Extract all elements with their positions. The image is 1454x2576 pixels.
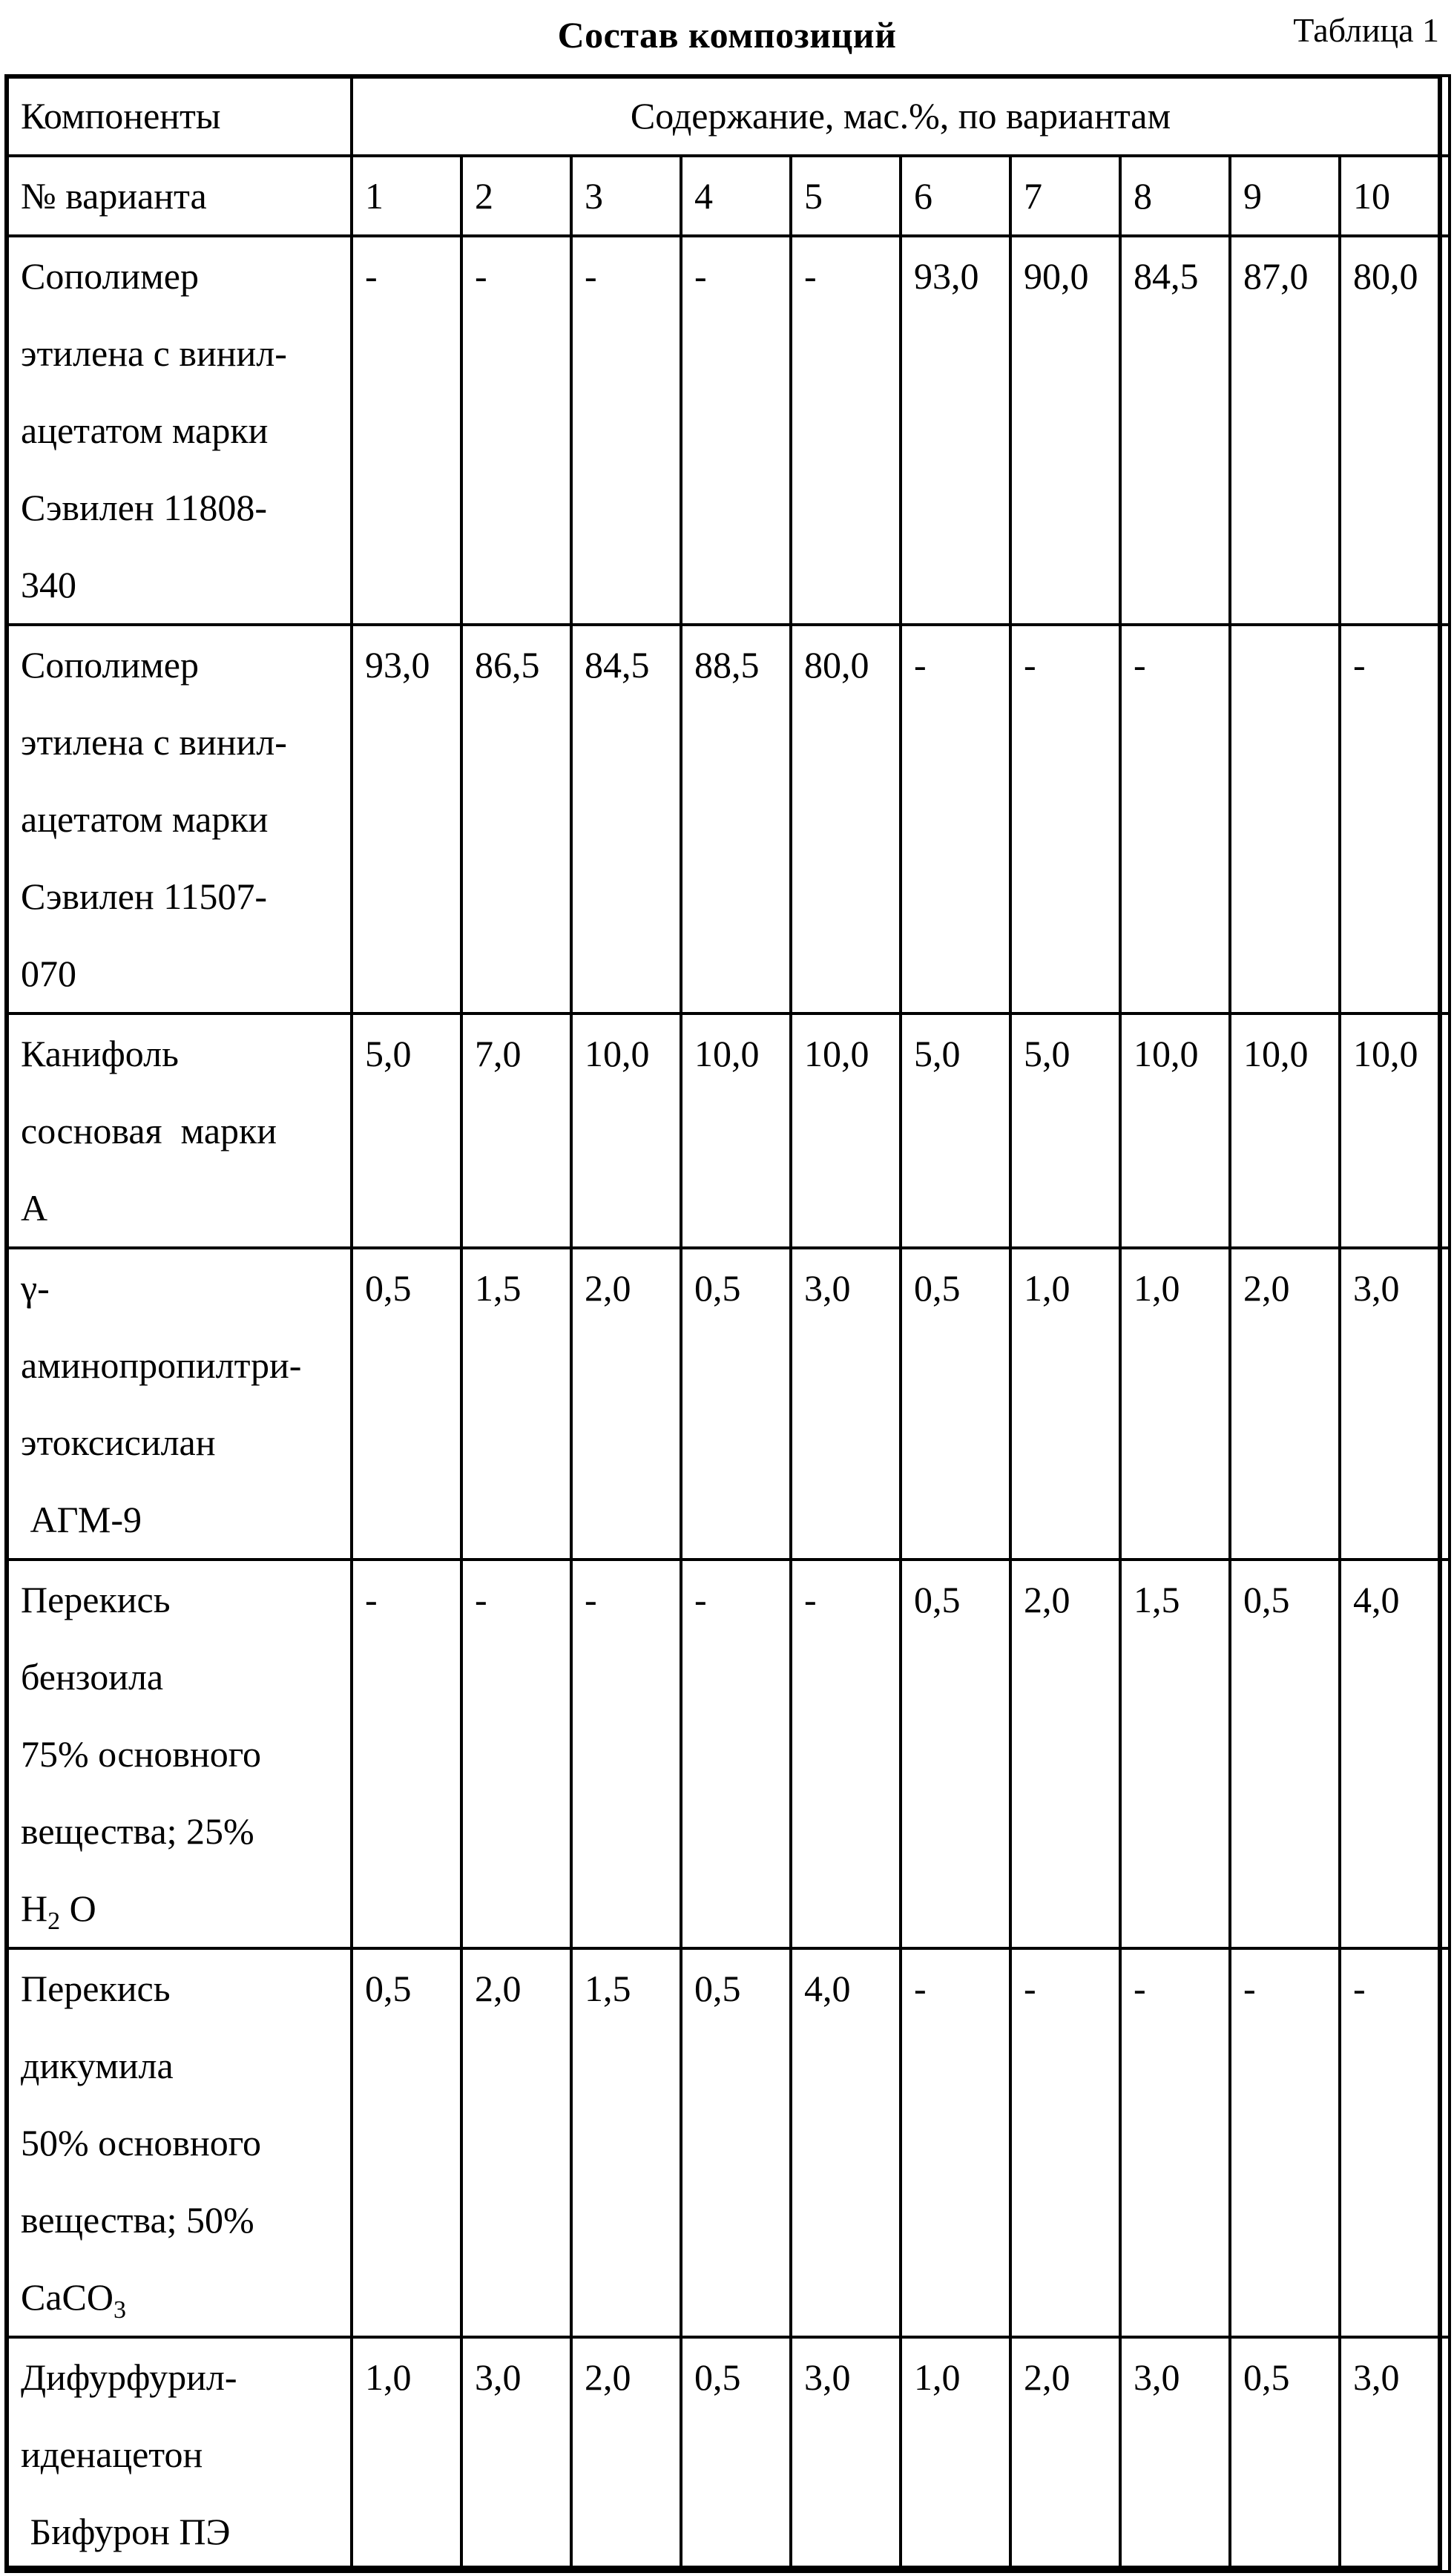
value-cell: 10,0 bbox=[571, 1013, 681, 1248]
composition-table bbox=[4, 74, 1451, 2573]
value-cell: - bbox=[461, 236, 571, 625]
value-cell: 0,5 bbox=[352, 1948, 461, 2337]
value-cell: - bbox=[1010, 625, 1120, 1013]
value-cell bbox=[1230, 625, 1340, 1013]
value-cell: 5,0 bbox=[901, 1013, 1010, 1248]
component-name-cell bbox=[6, 236, 352, 625]
variant-number-cell: 10 bbox=[1340, 156, 1450, 236]
value-cell: 1,0 bbox=[1010, 1248, 1120, 1560]
value-cell: - bbox=[461, 1560, 571, 1948]
value-cell: 3,0 bbox=[1120, 2337, 1230, 2572]
chemical-formula bbox=[21, 2258, 350, 2336]
variant-number-cell: 2 bbox=[461, 156, 571, 236]
variant-label: № варианта bbox=[6, 156, 352, 236]
value-cell: 2,0 bbox=[1010, 1560, 1120, 1948]
variant-number-cell: 4 bbox=[681, 156, 791, 236]
component-row bbox=[6, 625, 1450, 1013]
value-cell: 5,0 bbox=[1010, 1013, 1120, 1248]
component-name-line: ацетатом марки bbox=[21, 781, 350, 858]
value-cell: 3,0 bbox=[1340, 2337, 1450, 2572]
component-name-line: Перекись bbox=[21, 1561, 350, 1638]
value-cell: 84,5 bbox=[571, 625, 681, 1013]
component-row bbox=[6, 1948, 1450, 2337]
value-cell: 2,0 bbox=[571, 2337, 681, 2572]
component-name-line: Перекись bbox=[21, 1950, 350, 2027]
variant-number-cell: 1 bbox=[352, 156, 461, 236]
value-cell: 0,5 bbox=[1230, 1560, 1340, 1948]
value-cell: - bbox=[1120, 1948, 1230, 2337]
composition-table-wrapper bbox=[4, 74, 1451, 2573]
component-row bbox=[6, 1560, 1450, 1948]
component-name-line: 50% основного bbox=[21, 2104, 350, 2181]
value-cell: - bbox=[901, 625, 1010, 1013]
value-cell: 80,0 bbox=[1340, 236, 1450, 625]
value-cell: 90,0 bbox=[1010, 236, 1120, 625]
value-cell: 1,0 bbox=[901, 2337, 1010, 2572]
value-cell: - bbox=[1230, 1948, 1340, 2337]
value-cell: - bbox=[1340, 1948, 1450, 2337]
value-cell: 0,5 bbox=[901, 1248, 1010, 1560]
table-body bbox=[6, 76, 1450, 2572]
value-cell: 1,0 bbox=[352, 2337, 461, 2572]
component-name-line: этилена с винил- bbox=[21, 703, 350, 781]
value-cell: - bbox=[571, 236, 681, 625]
component-name-line: Сэвилен 11808- bbox=[21, 469, 350, 546]
value-cell: 86,5 bbox=[461, 625, 571, 1013]
value-cell: 87,0 bbox=[1230, 236, 1340, 625]
value-cell: 5,0 bbox=[352, 1013, 461, 1248]
component-name-line: Дифурфурил- bbox=[21, 2339, 350, 2416]
component-name-cell bbox=[6, 625, 352, 1013]
formula-base: CaCO bbox=[21, 2276, 114, 2318]
value-cell: 2,0 bbox=[571, 1248, 681, 1560]
value-cell: 3,0 bbox=[791, 1248, 901, 1560]
component-name-line: аминопропилтри- bbox=[21, 1327, 350, 1404]
value-cell: 0,5 bbox=[352, 1248, 461, 1560]
value-cell: 7,0 bbox=[461, 1013, 571, 1248]
value-cell: 93,0 bbox=[352, 625, 461, 1013]
component-name-line: γ- bbox=[21, 1249, 350, 1327]
value-cell: 1,5 bbox=[571, 1948, 681, 2337]
value-cell: - bbox=[1120, 625, 1230, 1013]
value-cell: 80,0 bbox=[791, 625, 901, 1013]
component-row bbox=[6, 1013, 1450, 1248]
value-cell: 93,0 bbox=[901, 236, 1010, 625]
value-cell: - bbox=[352, 1560, 461, 1948]
value-cell: - bbox=[571, 1560, 681, 1948]
component-name-line: Сополимер bbox=[21, 626, 350, 703]
value-cell: - bbox=[681, 236, 791, 625]
value-cell: 1,5 bbox=[461, 1248, 571, 1560]
component-name-line: вещества; 25% bbox=[21, 1793, 350, 1870]
component-name-line: 75% основного bbox=[21, 1715, 350, 1793]
value-cell: 1,5 bbox=[1120, 1560, 1230, 1948]
variant-number-cell: 7 bbox=[1010, 156, 1120, 236]
value-cell: - bbox=[901, 1948, 1010, 2337]
component-name-cell bbox=[6, 2337, 352, 2572]
formula-subscript: 3 bbox=[114, 2296, 126, 2324]
value-cell: - bbox=[1010, 1948, 1120, 2337]
component-row bbox=[6, 1248, 1450, 1560]
component-name-line: ацетатом марки bbox=[21, 392, 350, 469]
formula-base: H bbox=[21, 1887, 47, 1929]
variant-number-cell: 5 bbox=[791, 156, 901, 236]
component-row bbox=[6, 236, 1450, 625]
table-number: Таблица 1 bbox=[1293, 10, 1439, 50]
variant-number-cell: 8 bbox=[1120, 156, 1230, 236]
component-name-cell bbox=[6, 1948, 352, 2337]
component-name-line: этоксисилан bbox=[21, 1404, 350, 1481]
value-cell: - bbox=[681, 1560, 791, 1948]
header-row bbox=[6, 76, 1450, 156]
variant-number-cell: 6 bbox=[901, 156, 1010, 236]
value-cell: 0,5 bbox=[681, 1248, 791, 1560]
value-cell: 1,0 bbox=[1120, 1248, 1230, 1560]
variant-number-cell: 3 bbox=[571, 156, 681, 236]
component-name-line: Сополимер bbox=[21, 237, 350, 315]
value-cell: 2,0 bbox=[1230, 1248, 1340, 1560]
value-cell: 10,0 bbox=[1120, 1013, 1230, 1248]
component-name-cell bbox=[6, 1248, 352, 1560]
variant-number-row bbox=[6, 156, 1450, 236]
value-cell: 3,0 bbox=[461, 2337, 571, 2572]
component-name-line: дикумила bbox=[21, 2027, 350, 2104]
component-row bbox=[6, 2337, 1450, 2572]
value-cell: 2,0 bbox=[461, 1948, 571, 2337]
value-cell: - bbox=[352, 236, 461, 625]
value-cell: 0,5 bbox=[681, 2337, 791, 2572]
value-cell: 2,0 bbox=[1010, 2337, 1120, 2572]
component-name-line: вещества; 50% bbox=[21, 2181, 350, 2258]
value-cell: 3,0 bbox=[1340, 1248, 1450, 1560]
formula-subscript: 2 bbox=[47, 1908, 60, 1935]
value-cell: 0,5 bbox=[681, 1948, 791, 2337]
component-name-line: 070 bbox=[21, 935, 350, 1012]
value-cell: - bbox=[1340, 625, 1450, 1013]
component-name-line: А bbox=[21, 1169, 350, 1246]
component-name-line: этилена с винил- bbox=[21, 315, 350, 392]
value-cell: 10,0 bbox=[791, 1013, 901, 1248]
value-cell: 10,0 bbox=[1340, 1013, 1450, 1248]
chemical-formula bbox=[21, 1870, 350, 1947]
component-name-cell bbox=[6, 1013, 352, 1248]
value-cell: 3,0 bbox=[791, 2337, 901, 2572]
value-cell: - bbox=[791, 236, 901, 625]
variant-number-cell: 9 bbox=[1230, 156, 1340, 236]
component-name-line: АГМ-9 bbox=[21, 1481, 350, 1558]
component-name-cell bbox=[6, 1560, 352, 1948]
value-cell: - bbox=[791, 1560, 901, 1948]
components-header: Компоненты bbox=[6, 76, 352, 156]
component-name-line: сосновая марки bbox=[21, 1092, 350, 1169]
value-cell: 10,0 bbox=[1230, 1013, 1340, 1248]
value-cell: 84,5 bbox=[1120, 236, 1230, 625]
value-cell: 88,5 bbox=[681, 625, 791, 1013]
value-cell: 0,5 bbox=[1230, 2337, 1340, 2572]
component-name-line: 340 bbox=[21, 546, 350, 623]
component-name-line: Сэвилен 11507- bbox=[21, 858, 350, 935]
value-cell: 4,0 bbox=[1340, 1560, 1450, 1948]
component-name-line: иденацетон bbox=[21, 2416, 350, 2493]
value-cell: 10,0 bbox=[681, 1013, 791, 1248]
content-header: Содержание, мас.%, по вариантам bbox=[352, 76, 1450, 156]
table-title: Состав композиций bbox=[0, 13, 1454, 56]
formula-tail: O bbox=[60, 1887, 96, 1929]
component-name-line: Бифурон ПЭ bbox=[21, 2493, 350, 2570]
component-name-line: Канифоль bbox=[21, 1015, 350, 1092]
component-name-line: бензоила bbox=[21, 1638, 350, 1715]
value-cell: 4,0 bbox=[791, 1948, 901, 2337]
value-cell: 0,5 bbox=[901, 1560, 1010, 1948]
